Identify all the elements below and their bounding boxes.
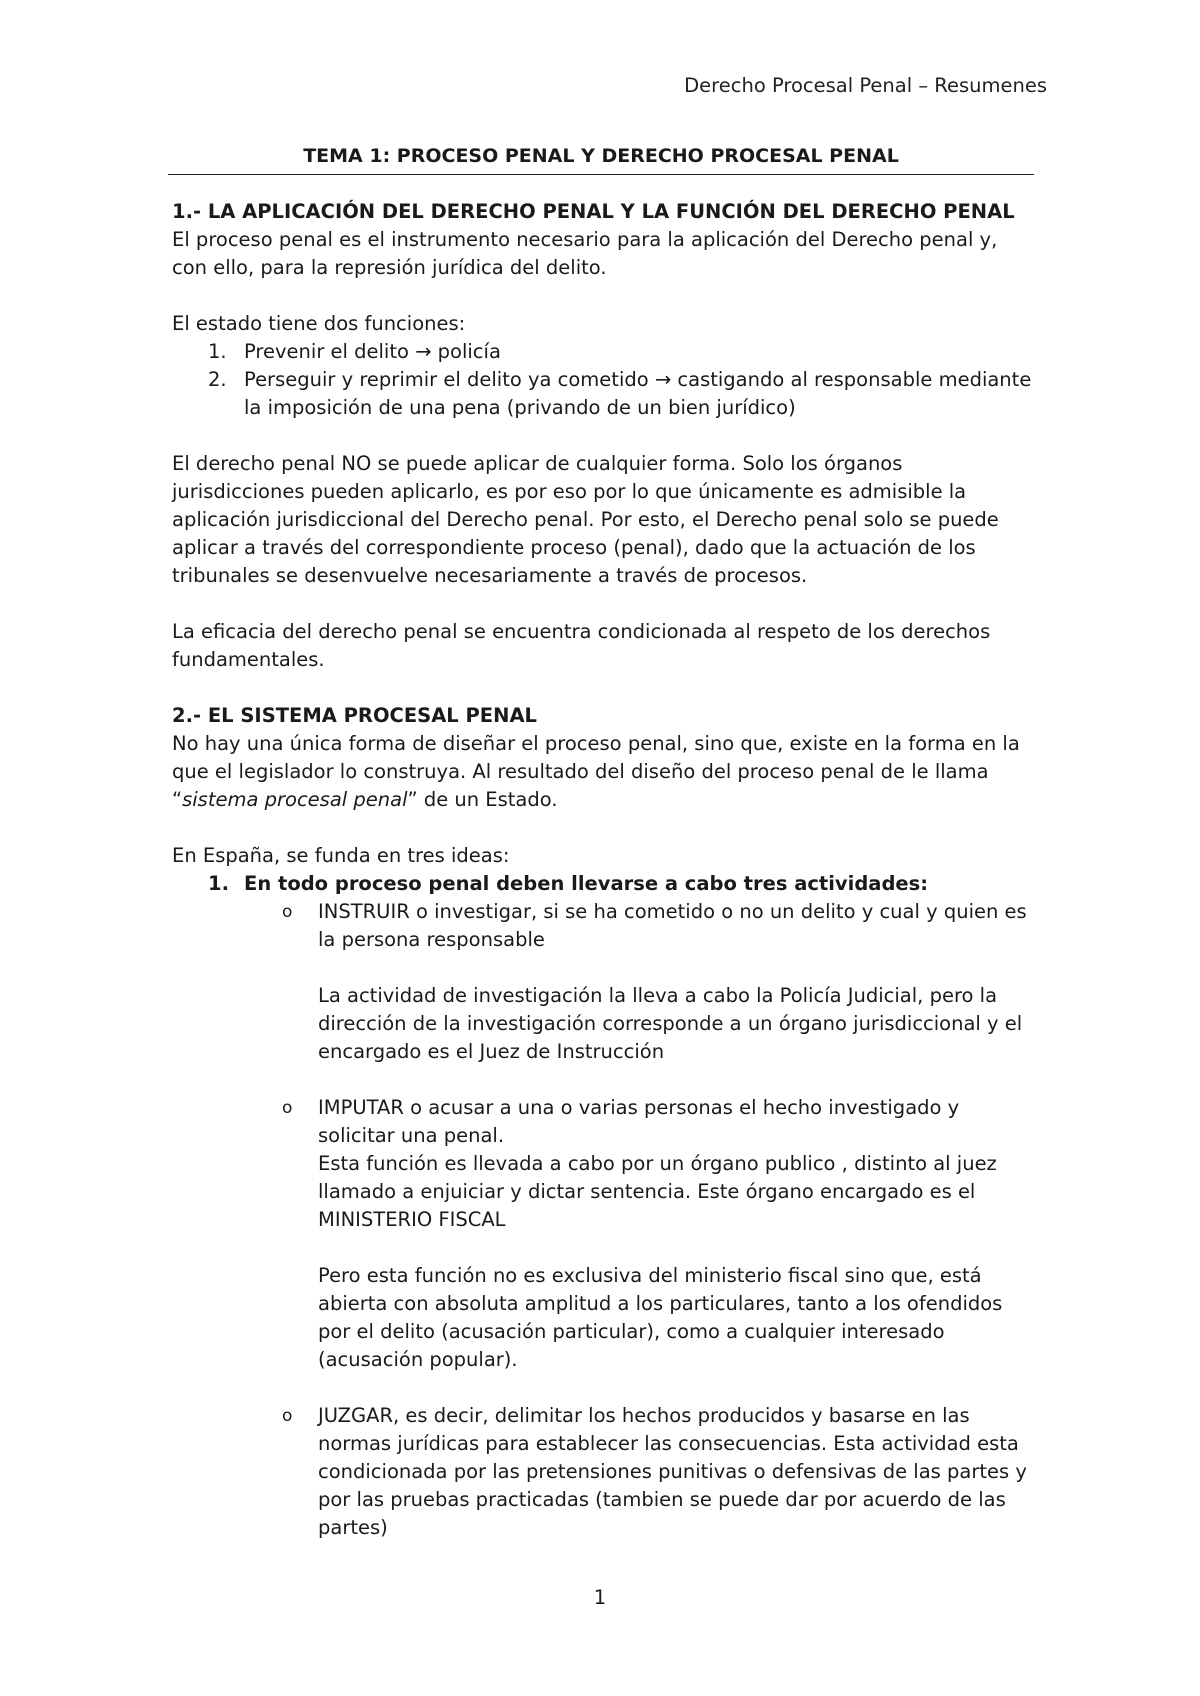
activity-text: JUZGAR, es decir, delimitar los hechos producidos y basarse en las normas jurídicas para establecer las consecuencias. Esta actividad esta condicionada por las pretensiones punitivas o defensivas de las partes y por las pruebas practicadas (tambien se puede dar por acuerdo de las partes) [318, 1404, 1027, 1539]
page-number: 1 [593, 1586, 607, 1609]
section1-paragraph-2: El estado tiene dos funciones: [172, 312, 466, 335]
bullet-icon: o [282, 902, 293, 922]
paragraph-text: ” de un Estado. [407, 788, 558, 811]
list-item [172, 366, 1034, 422]
bullet-icon: o [282, 1098, 293, 1118]
section2-heading: 2.- EL SISTEMA PROCESAL PENAL [172, 704, 537, 727]
list-item-text: Prevenir el delito → policía [244, 340, 501, 363]
activity-text: La actividad de investigación la lleva a cabo la Policía Judicial, pero la dirección de la investigación corresponde a un órgano jurisdiccional y el encargado es el Juez de Instrucción [318, 984, 1023, 1063]
section1-paragraph-1: El proceso penal es el instrumento necesario para la aplicación del Derecho penal y, con ello, para la represión jurídica del delito. [172, 228, 998, 279]
activity-text: IMPUTAR o acusar a una o varias personas el hecho investigado y solicitar una penal. [318, 1096, 960, 1147]
list-number: 1. [208, 872, 229, 895]
idea-heading [172, 870, 1034, 898]
list-item [172, 338, 1034, 366]
list-number: 1. [208, 340, 227, 363]
document-body [172, 198, 1034, 1542]
document-title: TEMA 1: PROCESO PENAL Y DERECHO PROCESAL PENAL [168, 142, 1034, 175]
activity-instruir [172, 898, 1034, 1066]
emphasis-term: sistema procesal penal [182, 788, 408, 811]
section2-paragraph-2: En España, se funda en tres ideas: [172, 844, 510, 867]
bullet-icon: o [282, 1406, 293, 1426]
running-header: Derecho Procesal Penal – Resumenes [684, 74, 1047, 97]
idea-heading-text: En todo proceso penal deben llevarse a cabo tres actividades: [244, 872, 929, 895]
activity-text: Pero esta función no es exclusiva del ministerio fiscal sino que, está abierta con absoluta amplitud a los particulares, tanto a los ofendidos por el delito (acusación particular), como a cualquier interesado (acusación popular). [318, 1264, 1003, 1371]
activity-imputar [172, 1094, 1034, 1374]
activities-list [172, 898, 1034, 1542]
section1-paragraph-4: La eficacia del derecho penal se encuentra condicionada al respeto de los derechos fundamentales. [172, 620, 991, 671]
activity-juzgar [172, 1402, 1034, 1542]
list-item-text: Perseguir y reprimir el delito ya cometido → castigando al responsable mediante la imposición de una pena (privando de un bien jurídico) [244, 368, 1032, 419]
section1-paragraph-3: El derecho penal NO se puede aplicar de cualquier forma. Solo los órganos jurisdicciones pueden aplicarlo, es por eso por lo que únicamente es admisible la aplicación jurisdiccional del Derecho penal. Por esto, el Derecho penal solo se puede aplicar a través del correspondiente proceso (penal), dado que la actuación de los tribunales se desenvuelve necesariamente a través de procesos. [172, 452, 999, 587]
section1-heading: 1.- LA APLICACIÓN DEL DERECHO PENAL Y LA FUNCIÓN DEL DERECHO PENAL [172, 200, 1015, 223]
state-functions-list [172, 338, 1034, 422]
paragraph-text: No hay una única forma de diseñar el proceso penal, sino que, existe en la forma en la que el legislador lo construya. Al resultado del diseño del proceso penal de le llama “ [172, 732, 1020, 811]
section2-paragraph-1 [172, 730, 1034, 814]
list-number: 2. [208, 368, 227, 391]
activity-text: INSTRUIR o investigar, si se ha cometido o no un delito y cual y quien es la persona responsable [318, 900, 1027, 951]
activity-text: Esta función es llevada a cabo por un órgano publico , distinto al juez llamado a enjuiciar y dictar sentencia. Este órgano encargado es el MINISTERIO FISCAL [318, 1152, 997, 1231]
